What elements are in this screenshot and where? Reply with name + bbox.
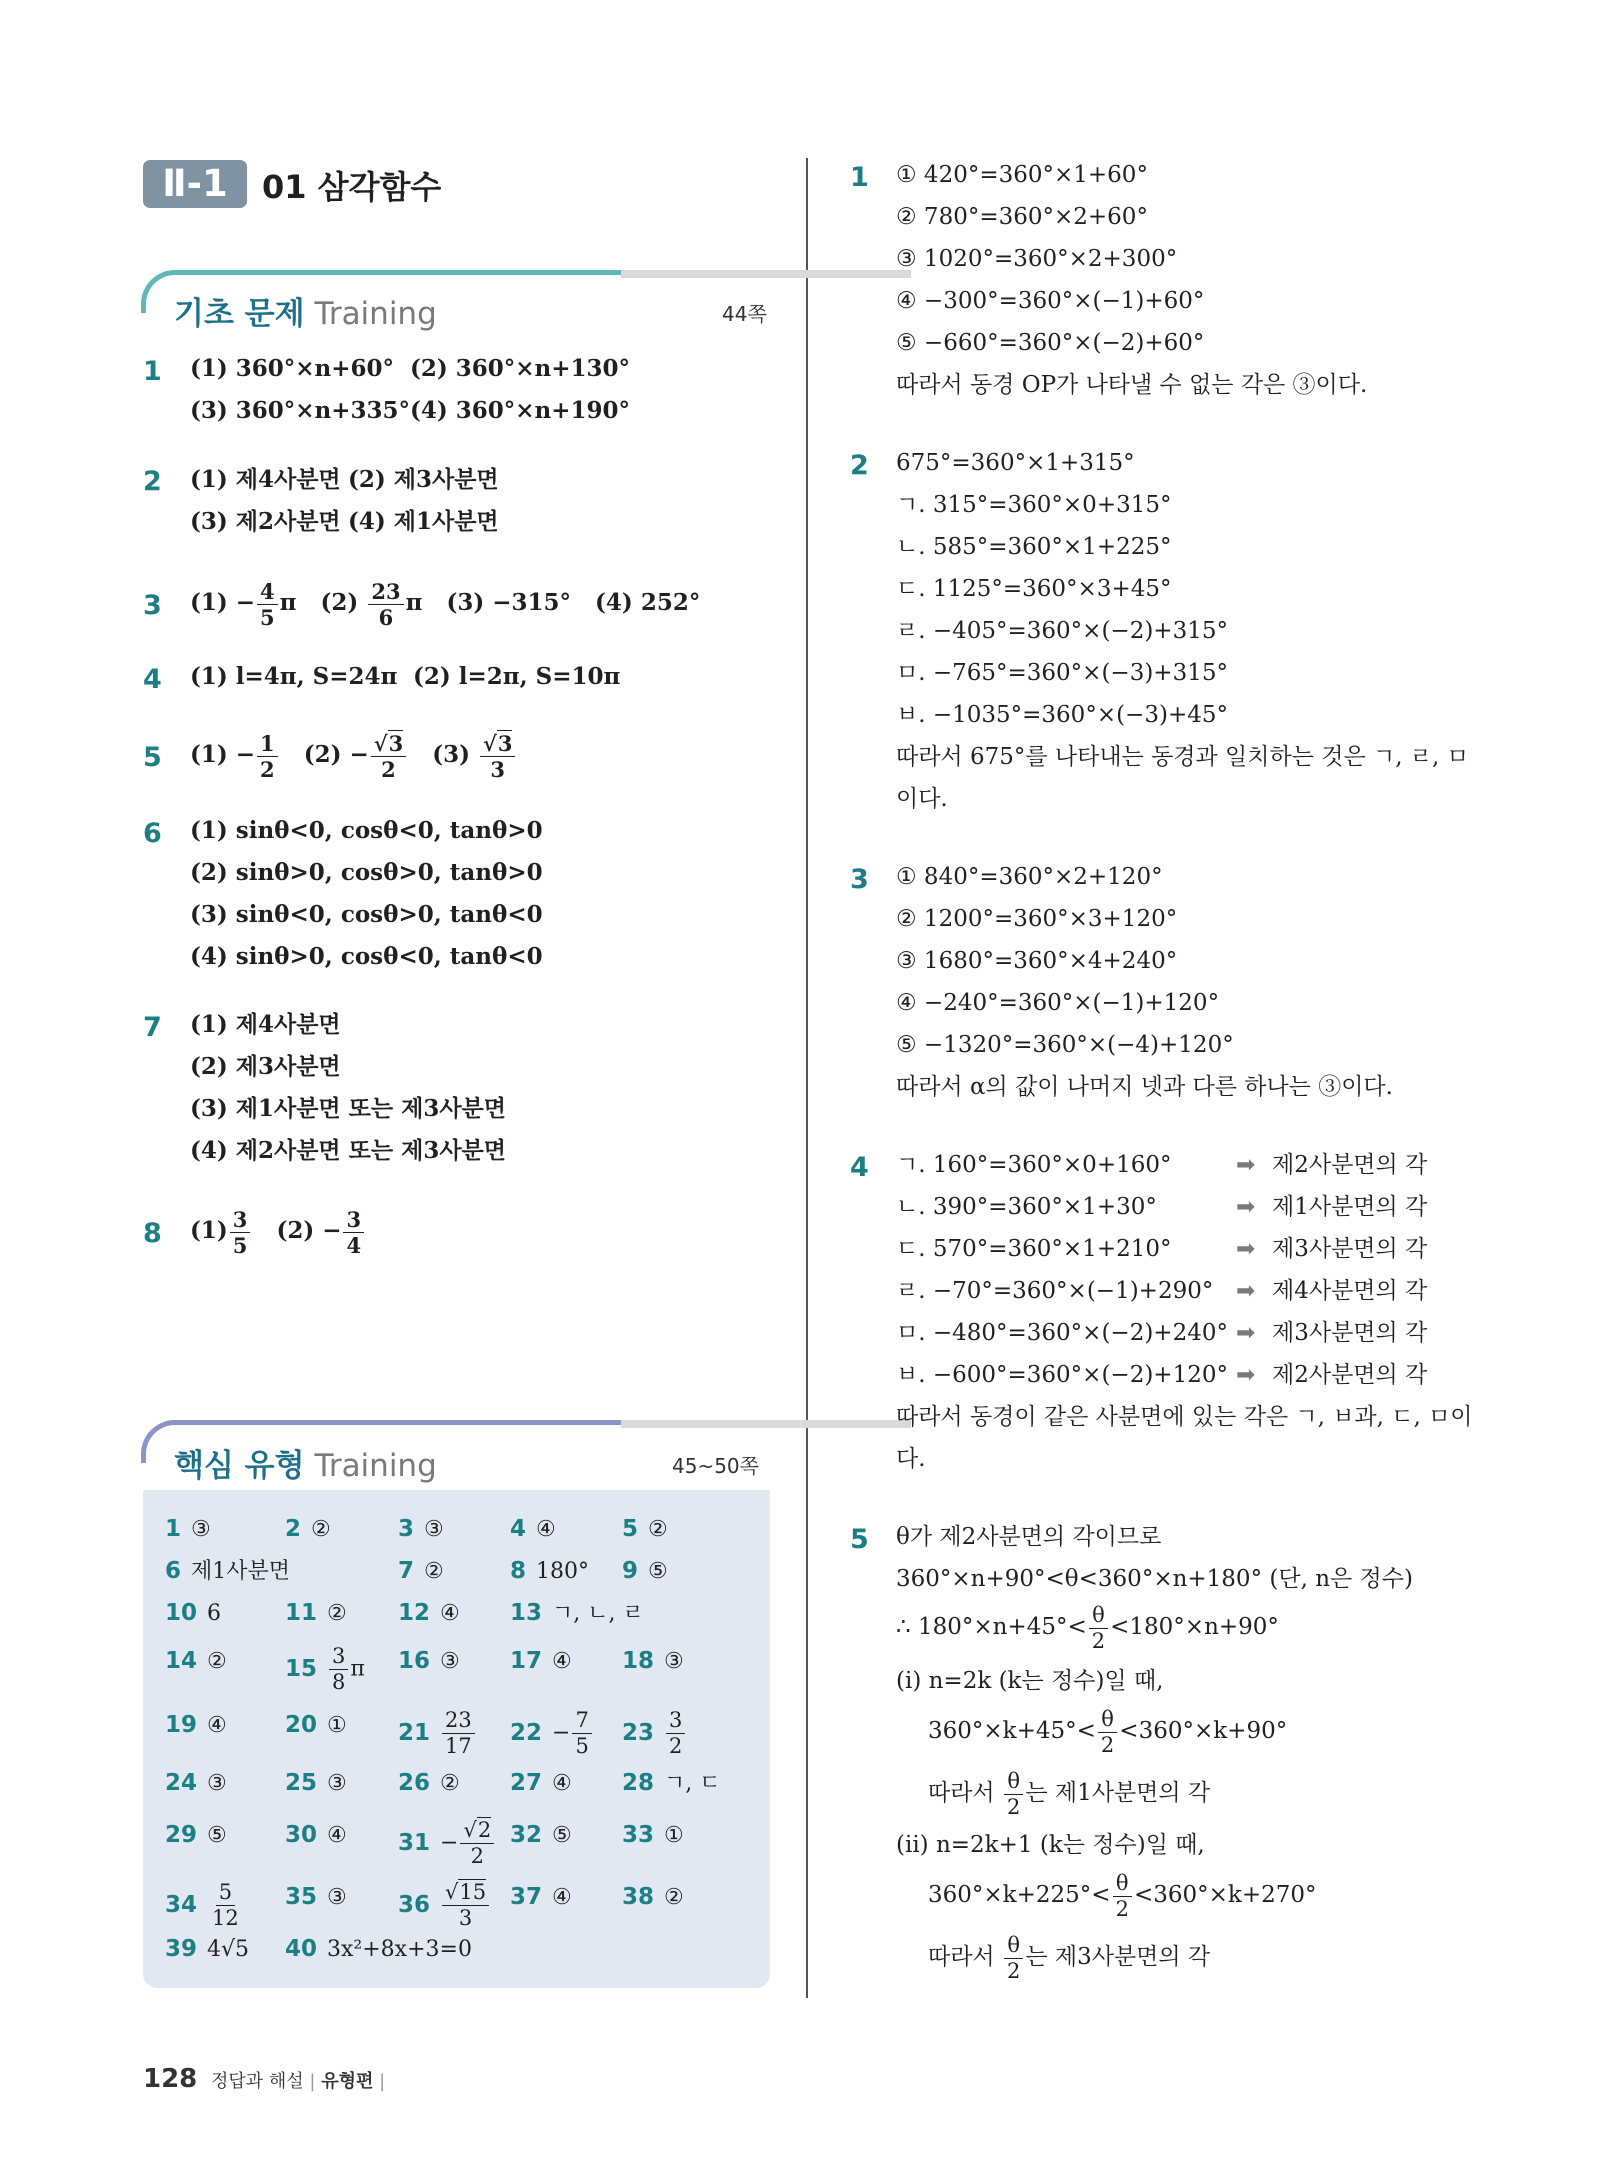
problem-number: 7 [143,1012,162,1043]
core-answer-item: 2 ② [285,1516,331,1542]
solution-result: 제3사분면의 각 [1272,1320,1428,1346]
footer: 128 정답과 해설 | 유형편 | [143,2064,386,2094]
answer-line: (1) 제4사분면 [190,466,341,493]
solution-line: 360°×k+225°< $\frac{\theta}{2}$ <360°×k+270° [928,1870,1317,1921]
core-answer-item: 14 ② [165,1648,227,1674]
solution-line: ⑤ −1320°=360°×(−4)+120° [896,1032,1234,1058]
arrow-icon: ➡ [1236,1152,1256,1178]
core-answer-item: 39 4√5 [165,1936,250,1962]
solution-line: ⑤ −660°=360°×(−2)+60° [896,330,1205,356]
solution-line: ㄴ. 390°=360°×1+30° [896,1194,1157,1220]
answer-line: (2) 360°×n+130° [410,355,631,382]
solution-line: θ가 제2사분면의 각이므로 [896,1524,1162,1550]
fraction: $\frac{23}{17}$ [442,1710,475,1757]
answer-line: (1) − $\frac{4}{5}$ π (2) $\frac{23}{6}$ π (3) −315° (4) 252° [190,578,701,630]
section-core-title: 핵심 유형 Training [174,1448,437,1484]
fraction: $\frac{\theta}{2}$ [1089,1605,1108,1652]
core-answer-item: 17 ④ [510,1648,572,1674]
solution-line: ㄱ. 160°=360°×0+160° [896,1152,1172,1178]
section-core-page-ref: 45~50쪽 [672,1454,759,1478]
fraction: $\frac{5}{12}$ [212,1880,239,1930]
core-answer-item: 21 $\frac{23}{17}$ [398,1710,477,1757]
solution-line: ㄹ. −405°=360°×(−2)+315° [896,618,1228,644]
core-answer-item: 26 ② [398,1770,460,1796]
solution-line: ㄷ. 570°=360°×1+210° [896,1236,1172,1262]
solution-line: (i) n=2k (k는 정수)일 때, [896,1668,1164,1694]
core-answer-item: 23 $\frac{3}{2}$ [622,1710,687,1757]
solution-line: 이다. [896,786,948,812]
fraction: $\frac{3}{8}$ [329,1646,348,1693]
core-answer-item: 37 ④ [510,1884,572,1910]
core-answer-item: 32 ⑤ [510,1822,572,1848]
core-answer-item: 8 180° [510,1558,590,1584]
answer-line: (1) 360°×n+60° [190,355,395,382]
solution-result: 제1사분면의 각 [1272,1194,1428,1220]
arrow-icon: ➡ [1236,1236,1256,1262]
solution-result: 제2사분면의 각 [1272,1362,1428,1388]
core-answer-item: 35 ③ [285,1884,347,1910]
solution-line: ㅂ. −1035°=360°×(−3)+45° [896,702,1228,728]
core-answer-item: 34 $\frac{5}{12}$ [165,1882,244,1929]
core-answer-item: 29 ⑤ [165,1822,227,1848]
solution-line: ② 780°=360°×2+60° [896,204,1148,230]
answer-line: (2) 제3사분면 [190,1053,341,1080]
answer-line: (3) sinθ<0, cosθ>0, tanθ<0 [190,901,543,928]
solution-line: ② 1200°=360°×3+120° [896,906,1178,932]
core-answer-item: 33 ① [622,1822,684,1848]
answer-line: (3) 360°×n+335° [190,397,411,424]
answer-line: (1) 제4사분면 [190,1011,341,1038]
core-answer-item: 24 ③ [165,1770,227,1796]
answer-line: (1) $\frac{3}{5}$ (2) − $\frac{3}{4}$ [190,1206,366,1256]
fraction: $\frac{\theta}{2}$ [1004,1935,1023,1982]
solution-line: ① 840°=360°×2+120° [896,864,1163,890]
core-answer-item: 5 ② [622,1516,668,1542]
solution-line: ㅁ. −480°=360°×(−2)+240° [896,1320,1228,1346]
problem-number: 5 [143,742,162,773]
section-basic-title: 기초 문제 Training [174,296,437,332]
solution-line: 다. [896,1446,926,1472]
core-answer-item: 11 ② [285,1600,347,1626]
page-number: 128 [143,2064,198,2094]
fraction: $\frac{√3}{3}$ [480,733,515,780]
solution-result: 제3사분면의 각 [1272,1236,1428,1262]
answer-line: (4) 제2사분면 또는 제3사분면 [190,1137,506,1164]
problem-number: 4 [143,664,162,695]
solution-line: 따라서 675°를 나타내는 동경과 일치하는 것은 ㄱ, ㄹ, ㅁ [896,744,1469,770]
answer-line: (1) − $\frac{1}{2}$ (2) − $\frac{√3}{2}$ (3) $\frac{√3}{3}$ [190,730,517,780]
answer-line: (3) 제2사분면 [190,508,341,535]
fraction: $\frac{3}{2}$ [666,1710,685,1757]
core-answer-item: 27 ④ [510,1770,572,1796]
core-answer-item: 9 ⑤ [622,1558,668,1584]
core-answer-item: 3 ③ [398,1516,444,1542]
answer-line: (3) 제1사분면 또는 제3사분면 [190,1095,506,1122]
solution-line: (ii) n=2k+1 (k는 정수)일 때, [896,1832,1205,1858]
solution-line: ㄱ. 315°=360°×0+315° [896,492,1172,518]
core-answer-item: 13 ㄱ, ㄴ, ㄹ [510,1600,644,1626]
fraction: $\frac{\theta}{2}$ [1113,1873,1132,1920]
core-answer-item: 30 ④ [285,1822,347,1848]
solution-number: 2 [850,450,869,481]
problem-number: 3 [143,590,162,621]
core-answer-item: 1 ③ [165,1516,211,1542]
solution-line: 따라서 동경 OP가 나타낼 수 없는 각은 ③이다. [896,372,1368,398]
core-answer-item: 20 ① [285,1712,347,1738]
solution-line: ㄷ. 1125°=360°×3+45° [896,576,1172,602]
solution-line: ③ 1020°=360°×2+300° [896,246,1178,272]
core-answer-item: 19 ④ [165,1712,227,1738]
solution-line: 360°×k+45°< $\frac{\theta}{2}$ <360°×k+90° [928,1706,1288,1757]
answer-line: (4) 360°×n+190° [410,397,631,424]
answer-line: (4) 제1사분면 [348,508,499,535]
solution-number: 3 [850,864,869,895]
core-answer-item: 18 ③ [622,1648,684,1674]
solution-line: ③ 1680°=360°×4+240° [896,948,1178,974]
solution-line: ④ −240°=360°×(−1)+120° [896,990,1220,1016]
fraction: $\frac{√2}{2}$ [460,1820,494,1867]
solution-line: ㅂ. −600°=360°×(−2)+120° [896,1362,1228,1388]
core-answer-item: 28 ㄱ, ㄷ [622,1770,721,1796]
fraction: $\frac{√3}{2}$ [371,733,406,780]
solution-number: 1 [850,162,869,193]
solution-line: 따라서 α의 값이 나머지 넷과 다른 하나는 ③이다. [896,1074,1393,1100]
solution-line: ∴ 180°×n+45°< $\frac{\theta}{2}$ <180°×n+90° [896,1602,1279,1653]
core-answer-item: 38 ② [622,1884,684,1910]
fraction: $\frac{\theta}{2}$ [1098,1709,1117,1756]
fraction: $\frac{23}{6}$ [368,581,403,628]
core-answer-item: 4 ④ [510,1516,556,1542]
answer-line: (1) l=4π, S=24π [190,663,398,690]
answer-line: (2) 제3사분면 [348,466,499,493]
problem-number: 1 [143,356,162,387]
arrow-icon: ➡ [1236,1362,1256,1388]
solution-result: 제2사분면의 각 [1272,1152,1428,1178]
solution-line: 675°=360°×1+315° [896,450,1135,476]
core-answer-item: 12 ④ [398,1600,460,1626]
core-answer-item: 25 ③ [285,1770,347,1796]
solution-number: 5 [850,1524,869,1555]
fraction: $\frac{1}{2}$ [257,733,278,780]
solution-line: ㅁ. −765°=360°×(−3)+315° [896,660,1228,686]
problem-number: 2 [143,466,162,497]
answer-line: (4) sinθ>0, cosθ<0, tanθ<0 [190,943,543,970]
problem-number: 6 [143,818,162,849]
problem-number: 8 [143,1218,162,1249]
core-answer-item: 36 $\frac{√15}{3}$ [398,1882,491,1929]
solution-result: 제4사분면의 각 [1272,1278,1428,1304]
fraction: $\frac{7}{5}$ [572,1710,591,1757]
solution-line: ① 420°=360°×1+60° [896,162,1148,188]
footer-part: 유형편 [321,2071,374,2092]
section-basic-page-ref: 44쪽 [722,302,767,326]
core-answer-item: 15 $\frac{3}{8}$ π [285,1644,365,1694]
fraction: $\frac{√15}{3}$ [442,1882,489,1929]
solution-line: 따라서 $\frac{\theta}{2}$ 는 제3사분면의 각 [928,1932,1211,1983]
solution-number: 4 [850,1152,869,1183]
solution-line: ㄹ. −70°=360°×(−1)+290° [896,1278,1214,1304]
unit-badge: Ⅱ-1 [143,160,247,208]
core-answer-item: 16 ③ [398,1648,460,1674]
column-divider [806,158,808,1998]
core-answer-item: 22 − $\frac{7}{5}$ [510,1710,594,1757]
core-answer-item: 31 − $\frac{√2}{2}$ [398,1820,496,1867]
arrow-icon: ➡ [1236,1320,1256,1346]
arrow-icon: ➡ [1236,1194,1256,1220]
answer-line: (1) sinθ<0, cosθ<0, tanθ>0 [190,817,543,844]
core-answer-item: 10 6 [165,1600,222,1626]
footer-book: 정답과 해설 [211,2071,304,2092]
fraction: $\frac{3}{5}$ [230,1209,251,1256]
solution-line: ④ −300°=360°×(−1)+60° [896,288,1205,314]
core-answer-item: 6 제1사분면 [165,1558,291,1584]
fraction: $\frac{\theta}{2}$ [1004,1771,1023,1818]
solution-line: 따라서 동경이 같은 사분면에 있는 각은 ㄱ, ㅂ과, ㄷ, ㅁ이 [896,1404,1473,1430]
core-answer-item: 40 3x²+8x+3=0 [285,1936,472,1962]
solution-line: 360°×n+90°<θ<360°×n+180° (단, n은 정수) [896,1566,1413,1592]
chapter-title: 01 삼각함수 [262,168,442,206]
fraction: $\frac{3}{4}$ [343,1209,364,1256]
core-answer-item: 7 ② [398,1558,444,1584]
solution-line: 따라서 $\frac{\theta}{2}$ 는 제1사분면의 각 [928,1768,1211,1819]
arrow-icon: ➡ [1236,1278,1256,1304]
solution-line: ㄴ. 585°=360°×1+225° [896,534,1172,560]
fraction: $\frac{4}{5}$ [257,581,278,628]
answer-line: (2) sinθ>0, cosθ>0, tanθ>0 [190,859,543,886]
answer-line: (2) l=2π, S=10π [413,663,621,690]
